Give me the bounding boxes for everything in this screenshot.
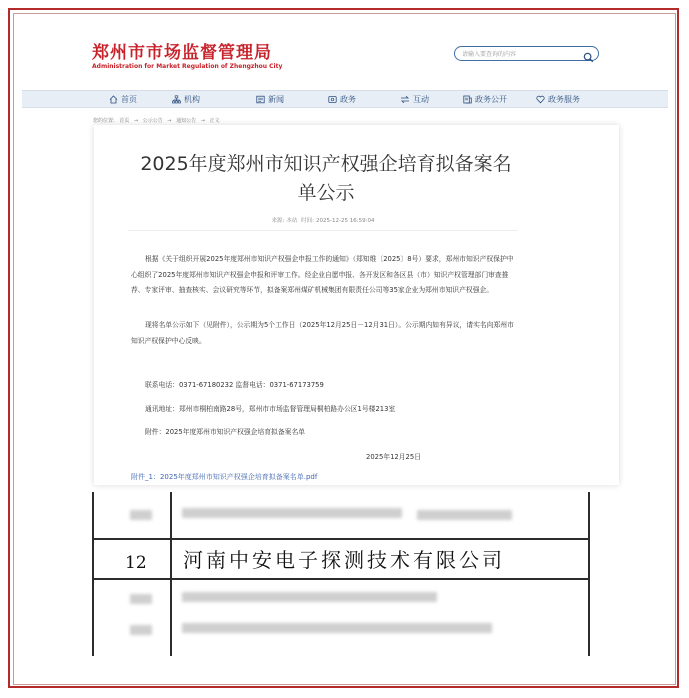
breadcrumb-current: 正文 [209, 118, 220, 124]
nav-label: 机构 [184, 95, 200, 104]
meta-time: 2025-12-25 16:59:04 [316, 218, 375, 224]
article-paragraph-1: 根据《关于组织开展2025年度郑州市知识产权强企申报工作的通知》（郑知维〔2025〕8号）要求，郑州市知识产权保护中心组织了2025年度郑州市知识产权强企申报和评审工作。经企业自愿申报、各开发区和各区县（市）知识产权管理部门审查推荐、专家评审、抽查核实、会议研究等环节，拟备案郑州煤矿机械集团有限责任公司等35家企业为郑州市知识产权强企。 [131, 255, 514, 294]
nav-item-interact[interactable] [400, 94, 429, 105]
nav-item-home[interactable] [109, 94, 137, 105]
nav-label: 政务公开 [475, 95, 507, 104]
address-line: 通讯地址：郑州市桐柏南路28号，郑州市市场监督管理局桐柏路办公区1号楼213室 [145, 405, 396, 413]
table-rule [92, 578, 590, 580]
table-excerpt-image [22, 492, 668, 656]
attachment-note: 附件：2025年度郑州市知识产权强企培育拟备案名单 [145, 428, 306, 436]
breadcrumb-sep: → [200, 118, 205, 124]
blurred-cell [182, 592, 437, 602]
company-name: 河南中安电子探测技术有限公司 [183, 548, 505, 572]
search-box[interactable] [454, 46, 599, 61]
meta-source: 本站 [286, 218, 298, 224]
nav-item-service[interactable] [536, 94, 580, 105]
breadcrumb-prefix: 您的位置: [93, 118, 115, 124]
nav-item-news[interactable] [256, 94, 284, 105]
nav-label: 政务服务 [548, 95, 580, 104]
article-paragraph-2: 现将名单公示如下（见附件），公示期为5个工作日（2025年12月25日－12月31日）。公示期内如有异议，请实名向郑州市知识产权保护中心反映。 [131, 321, 514, 345]
blurred-cell [130, 510, 152, 520]
blurred-cell [130, 625, 152, 635]
row-number: 12 [125, 553, 147, 573]
blurred-cell [182, 623, 492, 633]
table-border-left [92, 492, 94, 656]
news-icon [256, 95, 265, 104]
table-border-right [588, 492, 590, 656]
article-meta [0, 216, 646, 224]
nav-item-open[interactable] [463, 94, 507, 105]
search-placeholder[interactable]: 请输入要查询的内容 [462, 51, 517, 58]
main-nav [22, 90, 668, 108]
nav-item-org[interactable] [172, 94, 200, 105]
nav-label: 首页 [121, 95, 137, 104]
contact-line: 联系电话：0371-67180232 监督电话：0371-67173759 [145, 381, 324, 389]
gov-icon [328, 95, 337, 104]
blurred-cell [130, 594, 152, 604]
search-icon[interactable] [583, 48, 594, 67]
article-title: 2025年度郑州市知识产权强企培育拟备案名单公示 [140, 153, 512, 204]
breadcrumb-link-notices[interactable]: 通知公告 [176, 118, 197, 124]
interact-icon [400, 95, 410, 104]
breadcrumb-sep: → [167, 118, 172, 124]
breadcrumb-link-announcements[interactable]: 公示公告 [142, 118, 163, 124]
nav-label: 新闻 [268, 95, 284, 104]
nav-label: 互动 [413, 95, 429, 104]
heart-icon [536, 95, 545, 104]
site-logo-subtitle: Administration for Market Regulation of Zhengzhou City [92, 63, 283, 70]
attachment-link[interactable]: 附件_1：2025年度郑州市知识产权强企培育拟备案名单.pdf [131, 473, 318, 481]
meta-divider [128, 230, 518, 231]
breadcrumb-link-home[interactable]: 首页 [119, 118, 130, 124]
nav-label: 政务 [340, 95, 356, 104]
blurred-cell [182, 508, 402, 518]
publish-date: 2025年12月25日 [366, 453, 421, 461]
table-rule [92, 538, 590, 540]
meta-source-label: 来源: [271, 218, 285, 224]
site-logo-title[interactable]: 郑州市市场监督管理局 [92, 43, 272, 63]
org-icon [172, 95, 181, 104]
table-border-mid [170, 492, 172, 656]
open-icon [463, 95, 472, 104]
breadcrumb-sep: → [133, 118, 139, 124]
blurred-cell [417, 510, 512, 520]
breadcrumb [93, 117, 223, 124]
nav-item-gov[interactable] [328, 94, 356, 105]
home-icon [109, 95, 118, 104]
meta-time-label: 时间: [301, 218, 315, 224]
